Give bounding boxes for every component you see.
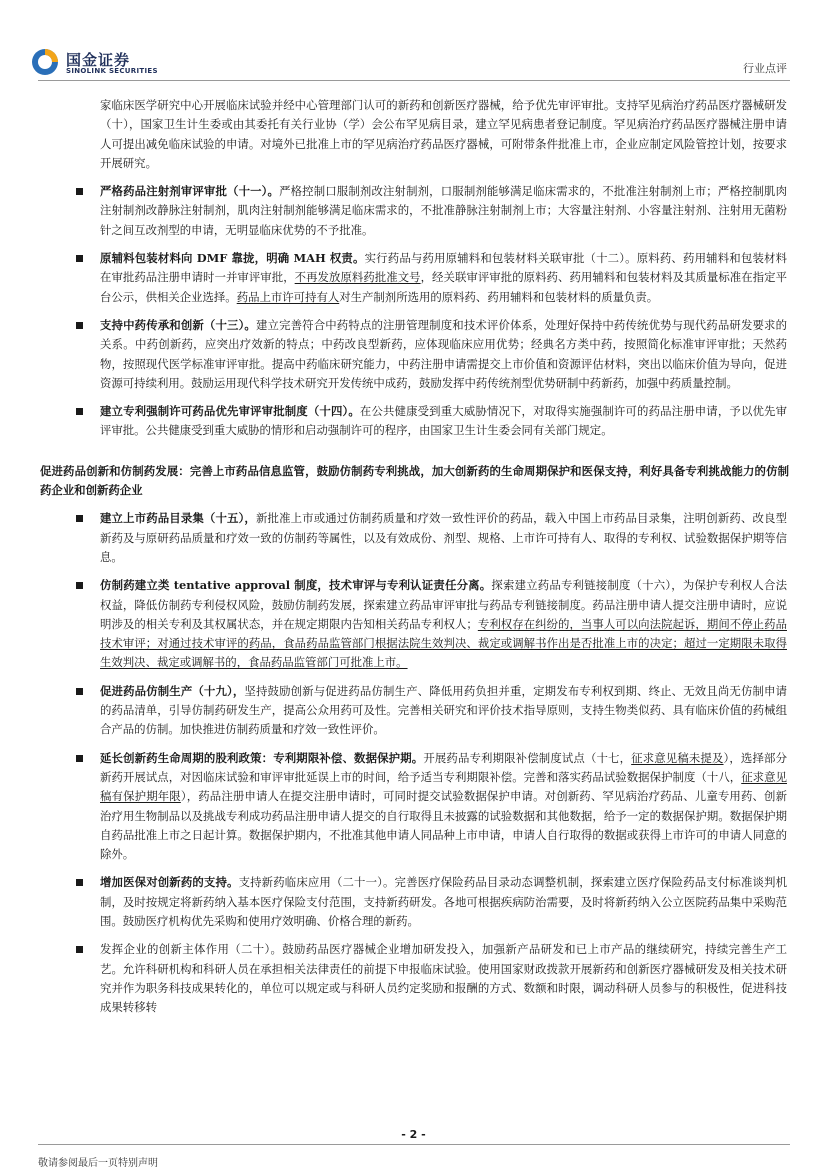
- bullet-enterprise-innovation: 发挥企业的创新主体作用（二十）。鼓励药品医疗器械企业增加研发投入，加强新产品研发和已上市产品的继续研究，持续完善生产工艺。允许科研机构和科研人员在承担相关法律责任的前提下申报临床试验。使用国家财政拨款开展新药和创新医疗器械研发及相关技术研究并作为职务科技成果转化的，单位可以规定或与科研人员约定奖励和报酬的方式、数额和时限，调动科研人员参与的积极性，促进科技成果转移转: [0, 940, 827, 1017]
- bullet-injection-review: 严格药品注射剂审评审批（十一）。严格控制口服制剂改注射制剂，口服制剂能够满足临床需求的，不批准注射制剂上市；严格控制肌肉注射制剂改静脉注射制剂，肌肉注射制剂能够满足临床需求的，不批准静脉注射制剂上市；大容量注射剂、小容量注射剂、注射用无菌粉针之间互改剂型的申请，无明显临床优势的不予批准。: [0, 182, 827, 240]
- bullet-lead: 仿制药建立类 tentative approval 制度，技术审评与专利认证责任分离。: [100, 578, 492, 593]
- brand-name: 国金证券: [66, 51, 131, 69]
- bullet-square-icon: [76, 408, 83, 415]
- bullet-square-icon: [76, 879, 83, 886]
- bullet-patent-linkage: 仿制药建立类 tentative approval 制度，技术审评与专利认证责任分离。探索建立药品专利链接制度（十六），为保护专利权人合法权益，降低仿制药专利侵权风险，鼓励仿制药发展，探索建立药品审评审批与药品专利链接制度。药品注册申请人提交注册申请时，应说明涉及的相关专利及其权属状态，并在规定期限内告知相关药品专利权人；专利权存在纠纷的，当事人可以向法院起诉，期间不停止药品技术审评；对通过技术审评的药品，食品药品监管部门根据法院生效判决、裁定或调解书作出是否批准上市的决定；超过一定期限未取得生效判决、裁定或调解书的，食品药品监管部门可批准上市。: [0, 576, 827, 672]
- underlined-text: 药品上市许可持有人: [236, 289, 340, 304]
- bullet-tcm-innovation: 支持中药传承和创新（十三）。建立完善符合中药特点的注册管理制度和技术评价体系，处理好保持中药传统优势与现代药品研发要求的关系。中药创新药，应突出疗效新的特点；中药改良型新药，应体现临床应用优势；经典名方类中药，按照简化标准审评审批；天然药物，按照现代医学标准审评审批。提高中药临床研究能力，中药注册申请需提交上市价值和资源评估材料，突出以临床价值为导向，促进资源可持续利用。鼓励运用现代科学技术研究开发传统中成药，鼓励发挥中药传统剂型优势研制中药新药，加强中药质量控制。: [0, 316, 827, 393]
- bullet-dmf-mah: 原辅料包装材料向 DMF 靠拢，明确 MAH 权责。实行药品与药用原辅料和包装材料关联审批（十二）。原料药、药用辅料和包装材料在审批药品注册申请时一并审评审批，不再发放原料药批准文号，经关联审评审批的原料药、药用辅料和包装材料及其质量标准在指定平台公示，供相关企业选择。药品上市许可持有人对生产制剂所选用的原料药、药用辅料和包装材料的质量负责。: [0, 249, 827, 307]
- bullet-compulsory-license: 建立专利强制许可药品优先审评审批制度（十四）。在公共健康受到重大威胁情况下，对取得实施强制许可的药品注册申请，予以优先审评审批。公共健康受到重大威胁的情形和启动强制许可的程序，由国家卫生计生委会同有关部门规定。: [0, 402, 827, 441]
- bullet-lead: 增加医保对创新药的支持。: [100, 875, 239, 890]
- bullet-generic-production: 促进药品仿制生产（十九），坚持鼓励创新与促进药品仿制生产、降低用药负担并重，定期发布专利权到期、终止、无效且尚无仿制申请的药品清单，引导仿制药研发生产，提高公众用药可及性。完善相关研究和评价技术指导原则，支持生物类似药、具有临床价值的药械组合产品的仿制。加快推进仿制药质量和疗效一致性评价。: [0, 682, 827, 740]
- bullet-square-icon: [76, 755, 83, 762]
- underlined-text: 征求意见稿有保护期年限: [100, 769, 787, 804]
- bullet-lead: 支持中药传承和创新（十三）。: [100, 317, 256, 332]
- bullet-square-icon: [76, 255, 83, 262]
- bullet-square-icon: [76, 946, 83, 953]
- header-divider: [38, 80, 790, 81]
- bullet-lifecycle-extension: 延长创新药生命周期的股利政策：专利期限补偿、数据保护期。开展药品专利期限补偿制度试点（十七，征求意见稿未提及），选择部分新药开展试点，对因临床试验和审评审批延误上市的时间，给予适当专利期限补偿。完善和落实药品试验数据保护制度（十八，征求意见稿有保护期年限），药品注册申请人在提交注册申请时，可同时提交试验数据保护申请。对创新药、罕见病治疗药品、儿童专用药、创新治疗用生物制品以及挑战专利成功药品注册申请人提交的自行取得且未披露的试验数据和其他数据，给予一定的数据保护期。数据保护期自药品批准上市之日起计算。数据保护期内，不批准其他申请人同品种上市申请，申请人自行取得的数据或获得上市许可的申请人同意的除外。: [0, 749, 827, 865]
- sinolink-logo-icon: [30, 47, 64, 77]
- underlined-text: 征求意见稿未提及: [631, 750, 724, 765]
- bullet-square-icon: [76, 188, 83, 195]
- bullet-lead: 建立专利强制许可药品优先审评审批制度（十四）。: [100, 404, 360, 419]
- page-header: [0, 0, 827, 80]
- brand-name-en: SINOLINK SECURITIES: [66, 67, 158, 75]
- bullet-square-icon: [76, 582, 83, 589]
- bullet-square-icon: [76, 688, 83, 695]
- bullet-lead: 建立上市药品目录集（十五），: [100, 511, 256, 526]
- bullet-medical-insurance: 增加医保对创新药的支持。支持新药临床应用（二十一）。完善医疗保险药品目录动态调整机制，探索建立医疗保险药品支付标准谈判机制，及时按规定将新药纳入基本医疗保险支付范围，支持新药研发。各地可根据疾病防治需要，及时将新药纳入公立医院药品集中采购范围。鼓励医疗机构优先采购和使用疗效明确、价格合理的新药。: [0, 873, 827, 931]
- main-content: [0, 96, 827, 1017]
- document-type: 行业点评: [743, 62, 787, 75]
- footer-disclaimer: 敬请参阅最后一页特别声明: [38, 1158, 158, 1169]
- bullet-drug-catalog: 建立上市药品目录集（十五），新批准上市或通过仿制药质量和疗效一致性评价的药品，载入中国上市药品目录集，注明创新药、改良型新药及与原研药品质量和疗效一致的仿制药等属性，以及有效成份、剂型、规格、上市许可持有人、取得的专利权、试验数据保护期等信息。: [0, 509, 827, 567]
- underlined-text: 专利权存在纠纷的，当事人可以向法院起诉，期间不停止药品技术审评；对通过技术审评的药品，食品药品监管部门根据法院生效判决、裁定或调解书作出是否批准上市的决定；超过一定期限未取得生效判决、裁定或调解书的，食品药品监管部门可批准上市。: [100, 616, 787, 670]
- bullet-square-icon: [76, 322, 83, 329]
- bullet-lead: 促进药品仿制生产（十九），: [100, 683, 245, 698]
- footer-divider: [38, 1144, 790, 1145]
- bullet-lead: 原辅料包装材料向 DMF 靠拢，明确 MAH 权责。: [100, 251, 365, 266]
- bullet-lead: 严格药品注射剂审评审批（十一）。: [100, 184, 280, 199]
- paragraph-rare-disease-continued: 家临床医学研究中心开展临床试验并经中心管理部门认可的新药和创新医疗器械，给予优先审评审批。支持罕见病治疗药品医疗器械研发（十），国家卫生计生委或由其委托有关行业协（学）会公布罕见病目录，建立罕见病患者登记制度。罕见病治疗药品医疗器械注册申请人可提出减免临床试验的申请。对境外已批准上市的罕见病治疗药品医疗器械，可附带条件批准上市，企业应制定风险管控计划，按要求开展研究。: [100, 98, 787, 170]
- bullet-square-icon: [76, 515, 83, 522]
- section-heading: 促进药品创新和仿制药发展：完善上市药品信息监管，鼓励仿制药专利挑战，加大创新药的生命周期保护和医保支持，利好具备专利挑战能力的仿制药企业和创新药企业: [40, 463, 789, 498]
- page-number: - 2 -: [401, 1128, 426, 1141]
- bullet-lead: 延长创新药生命周期的股利政策：专利期限补偿、数据保护期。: [100, 750, 424, 765]
- underlined-text: 不再发放原料药批准文号: [294, 270, 421, 285]
